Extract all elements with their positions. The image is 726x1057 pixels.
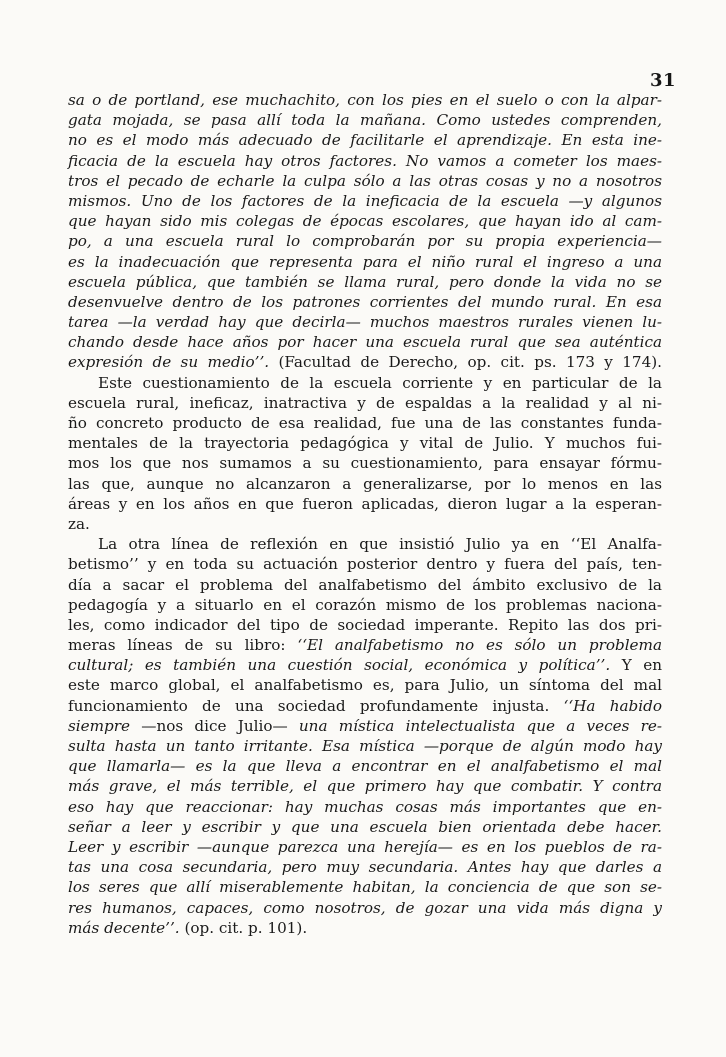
text-line (68, 191, 662, 211)
roman-text-segment: mentales de la trayectoria pedagógica y vital de Julio. Y muchos fui- (68, 434, 662, 453)
roman-text-segment: Y en (610, 656, 663, 675)
italic-text-segment: ficacia de la escuela hay otros factores. No vamos a cometer los maes- (68, 151, 662, 170)
text-line (68, 292, 662, 312)
text-block (68, 90, 662, 938)
text-line (68, 110, 662, 130)
italic-text-segment: gata mojada, se pasa allí toda la mañana. Como ustedes comprenden, (68, 111, 662, 130)
roman-text-segment: za. (68, 514, 90, 533)
text-line (68, 90, 662, 110)
text-line (68, 171, 662, 191)
italic-text-segment: sulta hasta un tanto irritante. Esa mística —porque de algún modo hay (68, 737, 662, 755)
roman-text-segment: mos los que nos sumamos a su cuestionamiento, para ensayar fórmu- (68, 454, 662, 473)
italic-text-segment: es la inadecuación que representa para el niño rural el ingreso a una (68, 252, 662, 271)
text-line (68, 252, 662, 272)
italic-text-segment: chando desde hace años por hacer una escuela rural que sea auténtica (68, 333, 662, 352)
roman-text-segment: ño concreto producto de esa realidad, fue una de las constantes funda- (68, 414, 662, 432)
text-line (68, 817, 662, 837)
text-line (68, 655, 662, 675)
text-line (68, 352, 662, 372)
roman-text-segment: día a sacar el problema del analfabetismo del ámbito exclusivo de la (68, 575, 662, 594)
text-line (68, 877, 662, 897)
text-line (68, 130, 662, 150)
text-line (68, 272, 662, 292)
text-line (68, 675, 662, 695)
text-line (68, 373, 662, 393)
text-line (68, 453, 662, 473)
italic-text-segment: más grave, el más terrible, el que primero hay que combatir. Y contra (68, 777, 662, 796)
roman-text-segment: escuela rural, ineficaz, inatractiva y de espaldas a la realidad y al ni- (68, 393, 662, 412)
italic-text-segment: escuela pública, que también se llama rural, pero donde la vida no se (68, 272, 662, 291)
roman-text-segment: La otra línea de reflexión en que insistió Julio ya en ‘‘El Analfa- (98, 535, 662, 554)
roman-text-segment: (op. cit. p. 101). (179, 918, 308, 937)
text-line (68, 776, 662, 796)
roman-text-segment: —nos dice Julio— (141, 716, 288, 735)
roman-text-segment: pedagogía y a situarlo en el corazón mismo de los problemas naciona- (68, 595, 662, 614)
text-line (68, 797, 662, 817)
text-line (68, 231, 662, 251)
italic-text-segment: señar a leer y escribir y que una escuela bien orientada debe hacer. (68, 817, 662, 836)
text-line (68, 474, 662, 494)
italic-text-segment: eso hay que reaccionar: hay muchas cosas más importantes que en- (68, 797, 662, 816)
italic-text-segment: ‘‘El analfabetismo no es sólo un problema (297, 636, 662, 655)
italic-text-segment: que hayan sido mis colegas de épocas escolares, que hayan ido al cam- (68, 212, 662, 231)
italic-text-segment: tas una cosa secundaria, pero muy secundaria. Antes hay que darles a (68, 858, 662, 877)
text-line (68, 211, 662, 231)
text-line (68, 393, 662, 413)
page-number: 31 (649, 70, 676, 91)
text-line (68, 312, 662, 332)
text-line (68, 918, 662, 938)
text-line (68, 433, 662, 453)
roman-text-segment: este marco global, el analfabetismo es, para Julio, un síntoma del mal (68, 676, 662, 695)
text-line (68, 554, 662, 574)
roman-text-segment: áreas y en los años en que fueron aplicadas, dieron lugar a la esperan- (68, 494, 662, 513)
text-line (68, 332, 662, 352)
roman-text-segment: las que, aunque no alcanzaron a generalizarse, por lo menos en las (68, 474, 662, 493)
roman-text-segment: (Facultad de Derecho, op. cit. ps. 173 y 174). (269, 353, 663, 372)
italic-text-segment: cultural; es también una cuestión social, económica y política’’. (68, 656, 611, 675)
roman-text-segment: les, como indicador del tipo de sociedad imperante. Repito las dos pri- (68, 615, 662, 634)
italic-text-segment: sa o de portland, ese muchachito, con los pies en el suelo o con la alpar- (68, 91, 662, 109)
text-line (68, 756, 662, 776)
italic-text-segment: mismos. Uno de los factores de la ineficacia de la escuela —y algunos (68, 191, 662, 210)
italic-text-segment: no es el modo más adecuado de facilitarle el aprendizaje. En esta ine- (68, 131, 662, 150)
text-line (68, 696, 662, 716)
italic-text-segment: una mística intelectualista que a veces re- (287, 716, 663, 735)
text-line (68, 837, 662, 857)
roman-text-segment: betismo’’ y en toda su actuación posterior dentro y fuera del país, ten- (68, 555, 662, 574)
text-line (68, 736, 662, 756)
text-line (68, 615, 662, 635)
italic-text-segment: po, a una escuela rural lo comprobarán por su propia experiencia— (68, 232, 662, 251)
italic-text-segment: desenvuelve dentro de los patrones corrientes del mundo rural. En esa (68, 292, 662, 311)
text-line (68, 151, 662, 171)
italic-text-segment: más decente’’. (68, 918, 180, 937)
roman-text-segment: Este cuestionamiento de la escuela corriente y en particular de la (98, 373, 662, 392)
italic-text-segment: res humanos, capaces, como nosotros, de gozar una vida más digna y (68, 898, 662, 917)
roman-text-segment: funcionamiento de una sociedad profundamente injusta. (68, 696, 564, 715)
italic-text-segment: ‘‘Ha habido (563, 696, 662, 715)
italic-text-segment: Leer y escribir —aunque parezca una herejía— es en los pueblos de ra- (68, 837, 662, 856)
text-line (68, 575, 662, 595)
text-line (68, 514, 662, 534)
text-line (68, 716, 662, 736)
italic-text-segment: tros el pecado de echarle la culpa sólo a las otras cosas y no a nosotros (68, 171, 662, 190)
roman-text-segment: meras líneas de su libro: (68, 636, 298, 655)
text-line (68, 635, 662, 655)
text-line (68, 413, 662, 433)
text-line (68, 857, 662, 877)
italic-text-segment: siempre (68, 716, 142, 735)
text-line (68, 898, 662, 918)
text-line (68, 494, 662, 514)
italic-text-segment: expresión de su medio’’. (68, 353, 270, 372)
italic-text-segment: que llamarla— es la que lleva a encontrar en el analfabetismo el mal (68, 757, 662, 776)
italic-text-segment: los seres que allí miserablemente habitan, la conciencia de que son se- (68, 878, 662, 897)
text-line (68, 595, 662, 615)
text-line (68, 534, 662, 554)
italic-text-segment: tarea —la verdad hay que decirla— muchos maestros rurales vienen lu- (68, 313, 662, 332)
